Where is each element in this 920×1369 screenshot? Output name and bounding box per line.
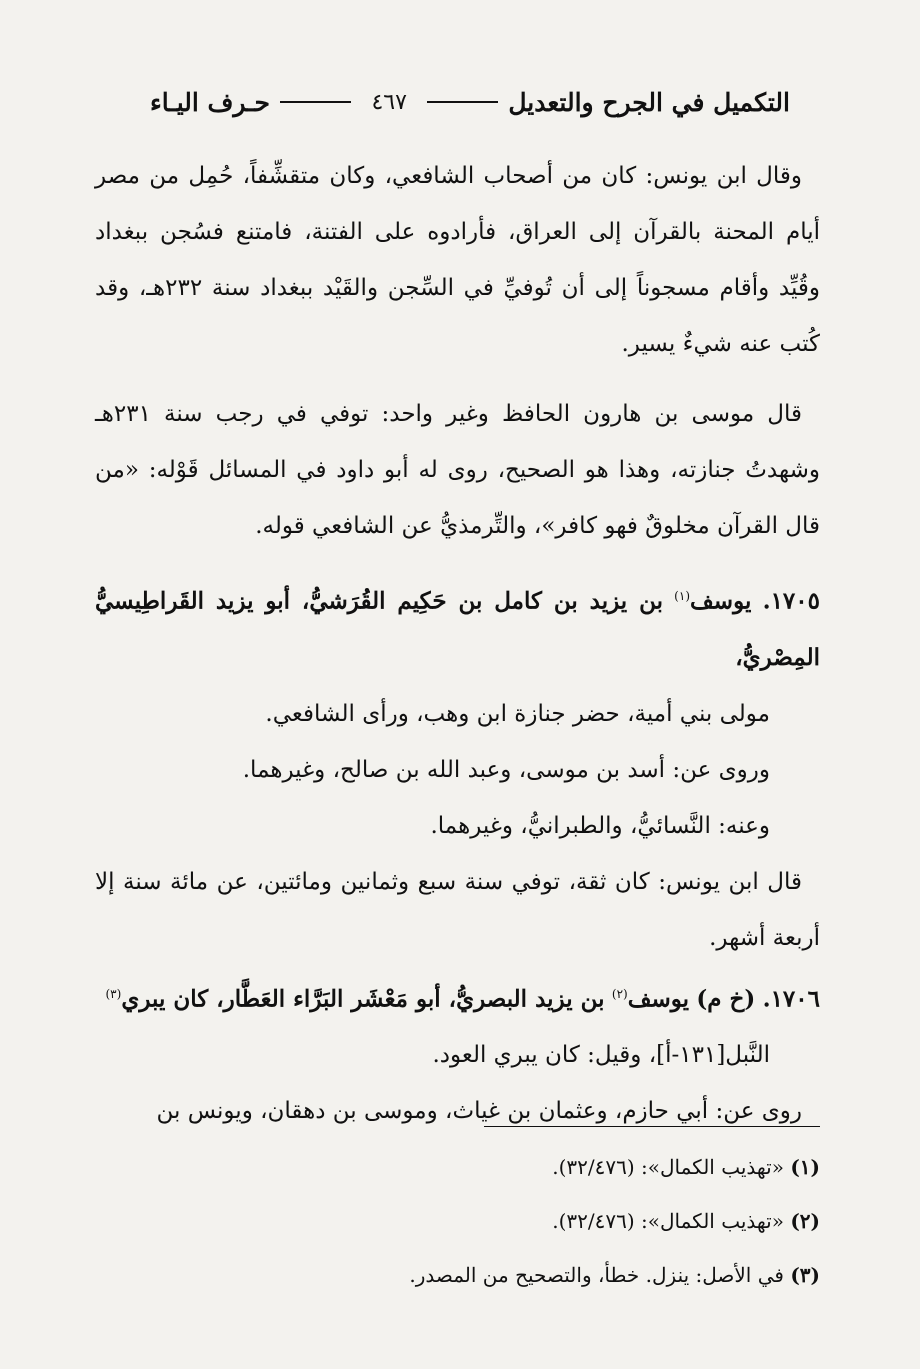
entry-name: يوسف (690, 587, 752, 615)
book-title: التكميل في الجرح والتعديل (508, 87, 790, 117)
footnote-marker: (٢) (611, 986, 628, 1001)
footnote-number: (٣) (790, 1263, 820, 1287)
footnote-marker: (١) (674, 589, 690, 603)
page-number: ٤٦٧ (371, 89, 407, 115)
footnotes (200, 1140, 820, 1302)
paragraph: قال موسى بن هارون الحافظ وغير واحد: توفي في رجب سنة ٢٣١هـ وشهدتُ جنازته، وهذا هو الصحيح، روى له أبو داود في المسائل قَوْله: «من قال القرآن مخلوقٌ فهو كافر»، والتِّرمذيُّ عن الشافعي قوله. (95, 401, 820, 539)
footnote-divider (484, 1126, 820, 1127)
death-note: قال ابن يونس: كان ثقة، توفي سنة سبع وثمانين ومائتين، عن مائة سنة إلا أربعة أشهر. (95, 868, 820, 951)
entry-1705-heading (95, 568, 820, 686)
entry-number: ١٧٠٦. (762, 985, 820, 1013)
footnote-text: في الأصل: ينزل. خطأ، والتصحيح من المصدر. (409, 1263, 784, 1287)
footnote-text: «تهذيب الكمال»: (٣٢/٤٧٦). (552, 1209, 784, 1233)
header-dash-right (427, 101, 498, 103)
running-header (150, 82, 790, 122)
narrated-from: وروى عن: أسد بن موسى، وعبد الله بن صالح، وغيرهما. (242, 756, 770, 783)
entry-codes: (خ م) (696, 985, 756, 1013)
entry-name: يوسف (627, 985, 690, 1013)
entry-name-rest: بن يزيد بن كامل بن حَكِيم القُرَشيُّ، أبو يزيد القَراطِيسيُّ المِصْريُّ، (95, 587, 820, 671)
footnote (200, 1194, 820, 1248)
section-letter: حـرف اليـاء (150, 87, 270, 117)
entry-line: مولى بني أمية، حضر جنازة ابن وهب، ورأى الشافعي. (265, 700, 770, 727)
header-dash-left (280, 101, 351, 103)
entry-number: ١٧٠٥. (762, 587, 820, 615)
narrated-by: وعنه: النَّسائيُّ، والطبرانيُّ، وغيرهما. (430, 812, 770, 839)
footnote (200, 1140, 820, 1194)
footnote-number: (٢) (790, 1209, 820, 1233)
footnote-marker: (٣) (105, 986, 122, 1001)
main-text (95, 148, 820, 1139)
paragraph: وقال ابن يونس: كان من أصحاب الشافعي، وكان متقشِّفاً، حُمِل من مصر أيام المحنة بالقرآن إلى العراق، فأرادوه على الفتنة، فامتنع فسُجن ببغداد وقُيِّد وأقام مسجوناً إلى أن تُوفيِّ في السِّجن والقَيْد ببغداد سنة ٢٣٢هـ، وقد كُتب عنه شيءٌ يسير. (95, 163, 820, 357)
footnote-number: (١) (790, 1155, 820, 1179)
footnote-text: «تهذيب الكمال»: (٣٢/٤٧٦). (552, 1155, 784, 1179)
entry-1706-heading (95, 966, 820, 1028)
narrated-from: روى عن: أبي حازم، وعثمان بن غياث، وموسى بن دهقان، ويونس بن (156, 1098, 802, 1125)
footnote (200, 1248, 820, 1302)
entry-line: النَّبل[١٣١-أ]، وقيل: كان يبري العود. (432, 1042, 770, 1069)
entry-name-rest: بن يزيد البصريُّ، أبو مَعْشَر البَرَّاء العَطَّار، كان يبري (121, 985, 605, 1013)
